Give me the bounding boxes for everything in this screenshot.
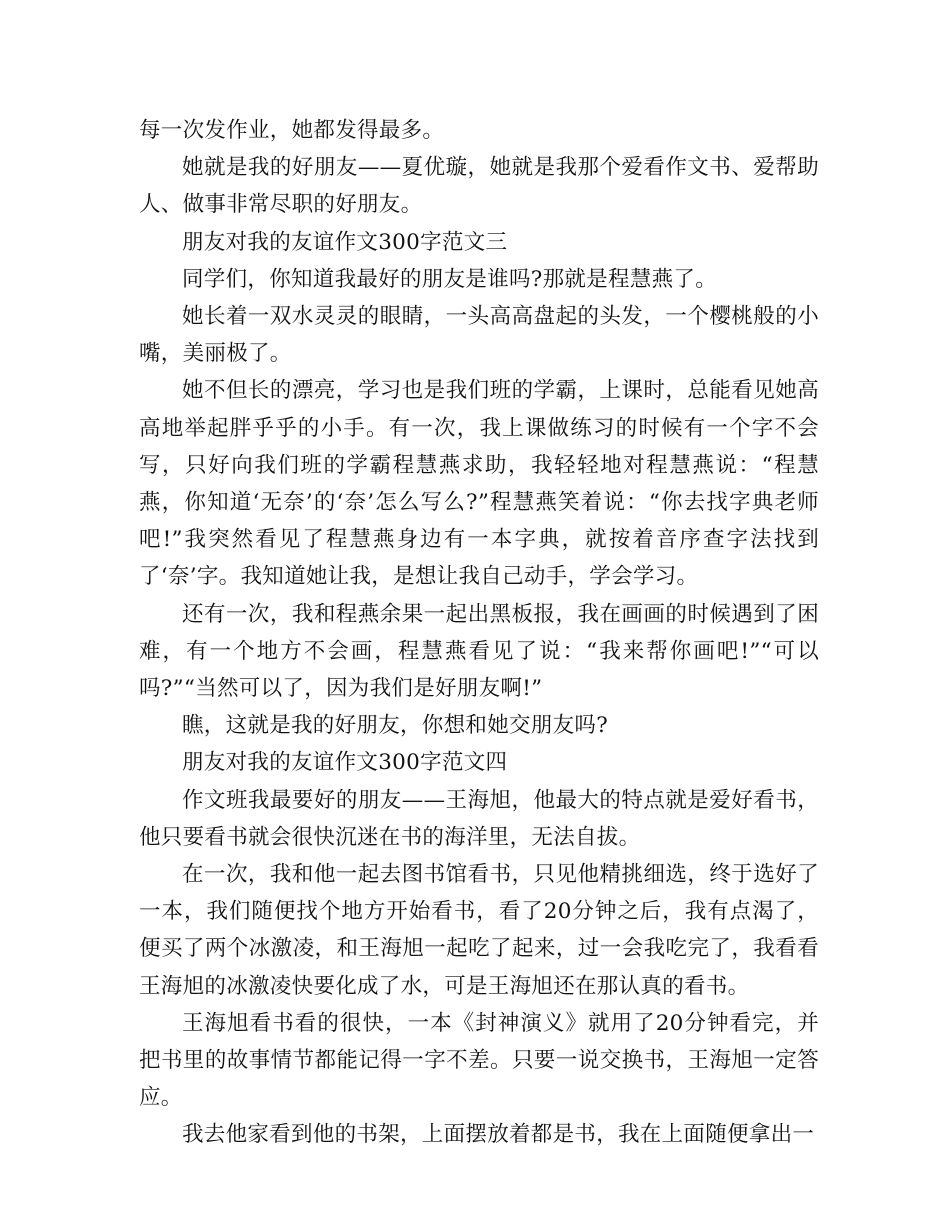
- paragraph: 作文班我最要好的朋友——王海旭，他最大的特点就是爱好看书，他只要看书就会很快沉迷在书的海洋里，无法自拔。: [139, 787, 819, 850]
- paragraph: 她就是我的好朋友——夏优璇，她就是我那个爱看作文书、爱帮助人、做事非常尽职的好朋友。: [139, 155, 819, 218]
- section-heading: 朋友对我的友谊作文300字范文四: [182, 750, 508, 776]
- paragraph: 在一次，我和他一起去图书馆看书，只见他精挑细选，终于选好了一本，我们随便找个地方开始看书，看了20分钟之后，我有点渴了，便买了两个冰激凌，和王海旭一起吃了起来，过一会我吃完了，我看看王海旭的冰激凌快要化成了水，可是王海旭还在那认真的看书。: [139, 862, 819, 999]
- paragraph: 还有一次，我和程燕余果一起出黑板报，我在画画的时候遇到了困难，有一个地方不会画，程慧燕看见了说：“我来帮你画吧!”“可以吗?”“当然可以了，因为我们是好朋友啊!”: [139, 601, 819, 702]
- paragraph: 每一次发作业，她都发得最多。: [139, 118, 445, 143]
- paragraph: 她长着一双水灵灵的眼睛，一头高高盘起的头发，一个樱桃般的小嘴，美丽极了。: [139, 304, 819, 367]
- paragraph: 同学们，你知道我最好的朋友是谁吗?那就是程慧燕了。: [182, 266, 718, 292]
- paragraph: 瞧，这就是我的好朋友，你想和她交朋友吗?: [182, 713, 609, 739]
- paragraph: 王海旭看书看的很快，一本《封神演义》就用了20分钟看完，并把书里的故事情节都能记得一字不差。只要一说交换书，王海旭一定答应。: [139, 1010, 819, 1111]
- paragraph: 我去他家看到他的书架，上面摆放着都是书，我在上面随便拿出一: [182, 1122, 815, 1148]
- document-body: [139, 112, 819, 1154]
- paragraph: 她不但长的漂亮，学习也是我们班的学霸，上课时，总能看见她高高地举起胖乎乎的小手。有一次，我上课做练习的时候有一个字不会写，只好向我们班的学霸程慧燕求助，我轻轻地对程慧燕说：“程慧燕，你知道‘无奈’的‘奈’怎么写么?”程慧燕笑着说：“你去找字典老师吧!”我突然看见了程慧燕身边有一本字典，就按着音序查字法找到了‘奈’字。我知道她让我，是想让我自己动手，学会学习。: [139, 378, 819, 590]
- section-heading: 朋友对我的友谊作文300字范文三: [182, 229, 508, 255]
